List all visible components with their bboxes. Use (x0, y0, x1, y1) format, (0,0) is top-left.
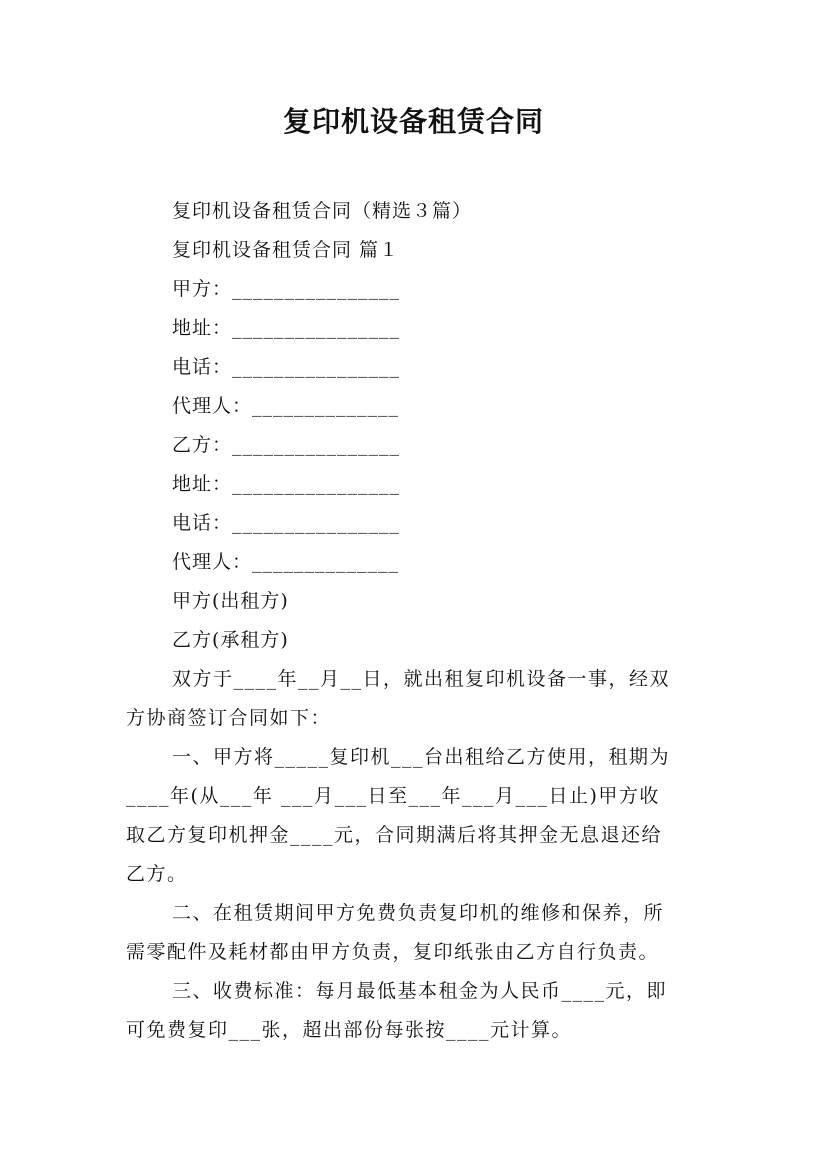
clause-3-line-2: 可免费复印___张，超出部份每张按____元计算。 (126, 1019, 573, 1041)
clause-1-line-3: 取乙方复印机押金____元，合同期满后将其押金无息退还给 (126, 824, 663, 846)
party-a-phone-field: 电话：________________ (172, 356, 401, 378)
document-title: 复印机设备租赁合同 (282, 105, 544, 138)
party-b-phone-field: 电话：________________ (172, 512, 401, 534)
intro-line-1: 双方于____年__月__日，就出租复印机设备一事，经双 (172, 668, 671, 690)
lessor-label: 甲方(出租方) (172, 590, 289, 612)
party-a-field: 甲方：________________ (172, 278, 401, 300)
clause-3-line-1: 三、收费标准：每月最低基本租金为人民币____元，即 (172, 980, 668, 1002)
party-a-address-field: 地址：________________ (172, 317, 401, 339)
clause-1-line-1: 一、甲方将_____复印机___台出租给乙方使用，租期为 (172, 746, 671, 768)
intro-line-2: 方协商签订合同如下： (126, 707, 332, 729)
clause-2-line-2: 需零配件及耗材都由甲方负责，复印纸张由乙方自行负责。 (126, 941, 660, 963)
part-heading: 复印机设备租赁合同 篇１ (172, 239, 400, 261)
clause-2-line-1: 二、在租赁期间甲方免费负责复印机的维修和保养，所 (172, 902, 665, 924)
party-b-address-field: 地址：________________ (172, 473, 401, 495)
lessee-label: 乙方(承租方) (172, 629, 289, 651)
subtitle: 复印机设备租赁合同（精选３篇） (172, 200, 473, 222)
clause-1-line-2: ____年(从___年 ___月___日至___年___月___日止)甲方收 (126, 785, 660, 807)
party-a-agent-field: 代理人：______________ (172, 395, 400, 417)
clause-1-line-4: 乙方。 (126, 863, 188, 885)
party-b-field: 乙方：________________ (172, 434, 401, 456)
party-b-agent-field: 代理人：______________ (172, 551, 400, 573)
